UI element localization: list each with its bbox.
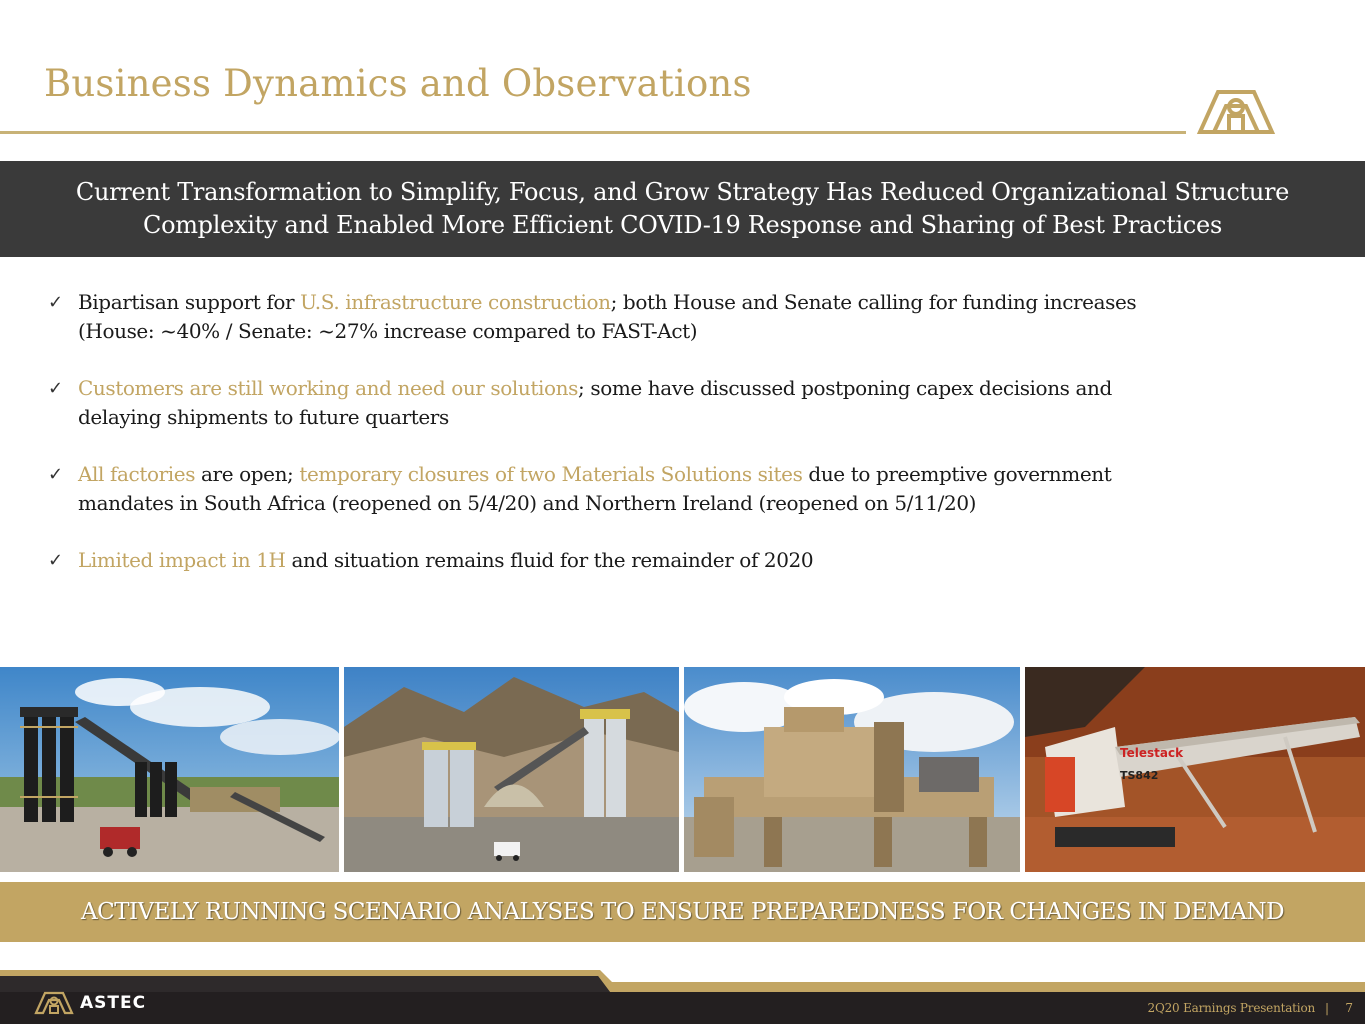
- highlight-text: U.S. infrastructure construction: [300, 290, 611, 314]
- checkmark-icon: ✓: [48, 292, 63, 313]
- checkmark-icon: ✓: [48, 378, 63, 399]
- highlight-text: Limited impact in 1H: [78, 548, 286, 572]
- list-item: ✓ Bipartisan support for U.S. infrastructure construction; both House and Senate calling for funding increases (House: ~40% / Senate: ~27% increase compared to FAST-Act): [48, 290, 1137, 343]
- title-divider: [0, 131, 1186, 134]
- highlight-text: All factories: [78, 462, 196, 486]
- telestack-model-text: TS842: [1120, 769, 1159, 782]
- page-number: 7: [1345, 1001, 1353, 1015]
- crushing-equipment-photo: [684, 667, 1020, 872]
- footer-separator: |: [1324, 1001, 1329, 1015]
- list-item: ✓ Limited impact in 1H and situation remains fluid for the remainder of 2020: [46, 546, 1326, 575]
- mountain-asphalt-plant-photo: [344, 667, 679, 872]
- astec-logo-icon: [1196, 86, 1278, 136]
- list-item: ✓ Customers are still working and need our solutions; some have discussed postponing capex decisions and delaying shipments to future quarters: [48, 376, 1112, 429]
- banner-line-2: Complexity and Enabled More Efficient COVID-19 Response and Sharing of Best Practices: [143, 211, 1222, 239]
- telestack-brand-text: Telestack: [1120, 746, 1184, 760]
- footer-brand-name: ASTEC: [80, 993, 147, 1013]
- highlight-text: Customers are still working and need our solutions: [78, 376, 579, 400]
- footer-bar: [0, 966, 1365, 1024]
- callout-banner: ACTIVELY RUNNING SCENARIO ANALYSES TO ENSURE PREPAREDNESS FOR CHANGES IN DEMAND: [0, 882, 1365, 942]
- telestack-conveyor-photo: [1025, 667, 1365, 872]
- equipment-photo-strip: [0, 667, 1365, 872]
- list-item: ✓ All factories are open; temporary closures of two Materials Solutions sites due to preemptive government mandates in South Africa (reopened on 5/4/20) and Northern Ireland (reopened on 5/11/20): [48, 462, 1112, 515]
- checkmark-icon: ✓: [48, 550, 63, 571]
- astec-footer-logo-icon: [34, 991, 74, 1015]
- observations-list: [46, 288, 1326, 603]
- asphalt-plant-photo: [0, 667, 339, 872]
- strategy-banner: [0, 161, 1365, 257]
- checkmark-icon: ✓: [48, 464, 63, 485]
- page-title: Business Dynamics and Observations: [44, 62, 752, 105]
- footer-presentation-title: 2Q20 Earnings Presentation: [1147, 1001, 1315, 1015]
- highlight-text: temporary closures of two Materials Solutions sites: [299, 462, 803, 486]
- banner-line-1: Current Transformation to Simplify, Focus, and Grow Strategy Has Reduced Organizational Structure: [75, 178, 1290, 206]
